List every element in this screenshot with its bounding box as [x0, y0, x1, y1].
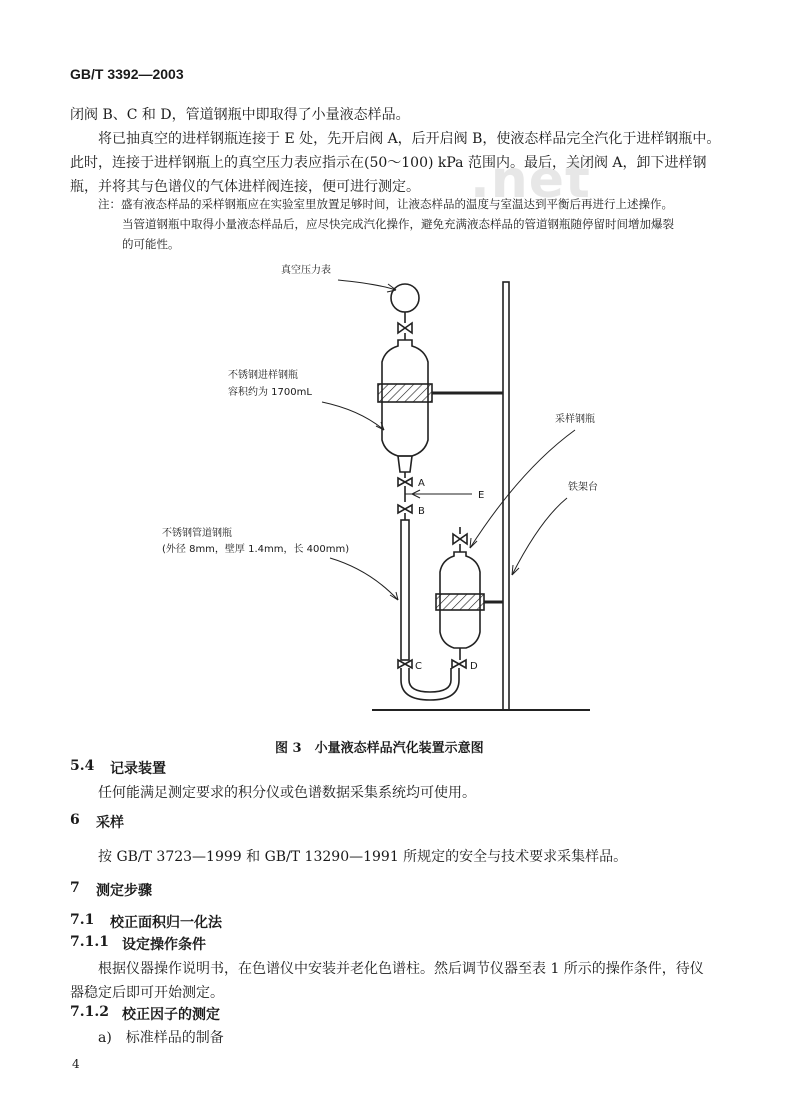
cylinder-neck: [398, 456, 412, 472]
note-line-1: 注：盛有液态样品的采样钢瓶应在实验室里放置足够时间，让液态样品的温度与室温达到平衡后再进行上述操作。: [98, 197, 673, 211]
section-5-4-title: 记录装置: [110, 761, 166, 777]
label-cylinder-1: 不锈钢进样钢瓶: [228, 370, 298, 381]
list-item-a: a) 标准样品的制备: [98, 1030, 224, 1046]
label-pipe-2: (外径 8mm，壁厚 1.4mm，长 400mm): [162, 544, 350, 555]
standard-number: GB/T 3392—2003: [70, 66, 184, 82]
valve-d-label: D: [470, 661, 478, 672]
top-valve-sampling: [453, 534, 467, 544]
section-7-1-number: 7.1: [70, 912, 95, 928]
section-7-1-2-title: 校正因子的测定: [122, 1007, 220, 1023]
lower-clamp: [436, 594, 484, 610]
section-7-1-1-text-1: 根据仪器操作说明书，在色谱仪中安装并老化色谱柱。然后调节仪器至表 1 所示的操作条件，待仪: [98, 961, 704, 977]
valve-a: [398, 478, 412, 486]
section-6-text: 按 GB/T 3723—1999 和 GB/T 13290—1991 所规定的安全与技术要求采集样品。: [98, 849, 628, 865]
vacuum-gauge: [391, 284, 419, 312]
stand-pole: [503, 282, 509, 710]
watermark: .net: [470, 150, 591, 210]
label-stand: 铁架台: [568, 482, 598, 493]
section-7-1-title: 校正面积归一化法: [110, 915, 222, 931]
section-5-4-text: 任何能满足测定要求的积分仪或色谱数据采集系统均可使用。: [98, 785, 476, 801]
vaporization-apparatus-figure: [0, 255, 800, 725]
pipe-cylinder: [401, 520, 409, 660]
gauge-leader: [338, 280, 396, 290]
label-cylinder-2: 容积约为 1700mL: [228, 387, 312, 398]
intro-line-4: 瓶，并将其与色谱仪的气体进样阀连接，便可进行测定。: [70, 179, 420, 195]
cylinder-leader: [322, 402, 384, 430]
intro-line-3: 此时，连接于进样钢瓶上的真空压力表应指示在(50～100) kPa 范围内。最后，关闭阀 A，卸下进样钢: [70, 155, 707, 171]
section-7-1-1-title: 设定操作条件: [122, 937, 206, 953]
figure-caption: 图 3 小量液态样品汽化装置示意图: [275, 741, 484, 756]
intro-line-2: 将已抽真空的进样钢瓶连接于 E 处，先开启阀 A，后开启阀 B，使液态样品完全汽化于进样钢瓶中。: [98, 131, 721, 147]
section-6-number: 6: [70, 812, 80, 828]
valve-c: [398, 660, 412, 668]
label-pipe-1: 不锈钢管道钢瓶: [162, 528, 232, 539]
label-gauge: 真空压力表: [281, 265, 331, 276]
gauge-valve: [398, 323, 412, 333]
valve-c-label: C: [415, 661, 422, 672]
page-number: 4: [72, 1057, 80, 1071]
section-6-title: 采样: [96, 815, 124, 831]
port-e-label: E: [478, 490, 485, 501]
section-7-1-1-text-2: 器稳定后即可开始测定。: [70, 985, 224, 1001]
valve-b: [398, 505, 412, 513]
section-7-1-2-number: 7.1.2: [70, 1004, 109, 1020]
stand-leader: [512, 498, 567, 575]
section-5-4-number: 5.4: [70, 758, 95, 774]
sampling-leader: [470, 430, 575, 548]
intro-line-1: 闭阀 B、C 和 D，管道钢瓶中即取得了小量液态样品。: [70, 107, 410, 123]
section-7-title: 测定步骤: [96, 883, 152, 899]
label-sampling: 采样钢瓶: [555, 414, 595, 425]
valve-b-label: B: [418, 506, 425, 517]
pipe-leader: [330, 558, 398, 600]
upper-clamp: [378, 384, 432, 402]
valve-a-label: A: [418, 478, 425, 489]
section-7-1-1-number: 7.1.1: [70, 934, 109, 950]
section-7-number: 7: [70, 880, 80, 896]
note-line-3: 的可能性。: [122, 237, 180, 251]
note-line-2: 当管道钢瓶中取得小量液态样品后，应尽快完成汽化操作，避免充满液态样品的管道钢瓶随停留时间增加爆裂: [122, 217, 674, 231]
valve-d: [452, 660, 466, 668]
